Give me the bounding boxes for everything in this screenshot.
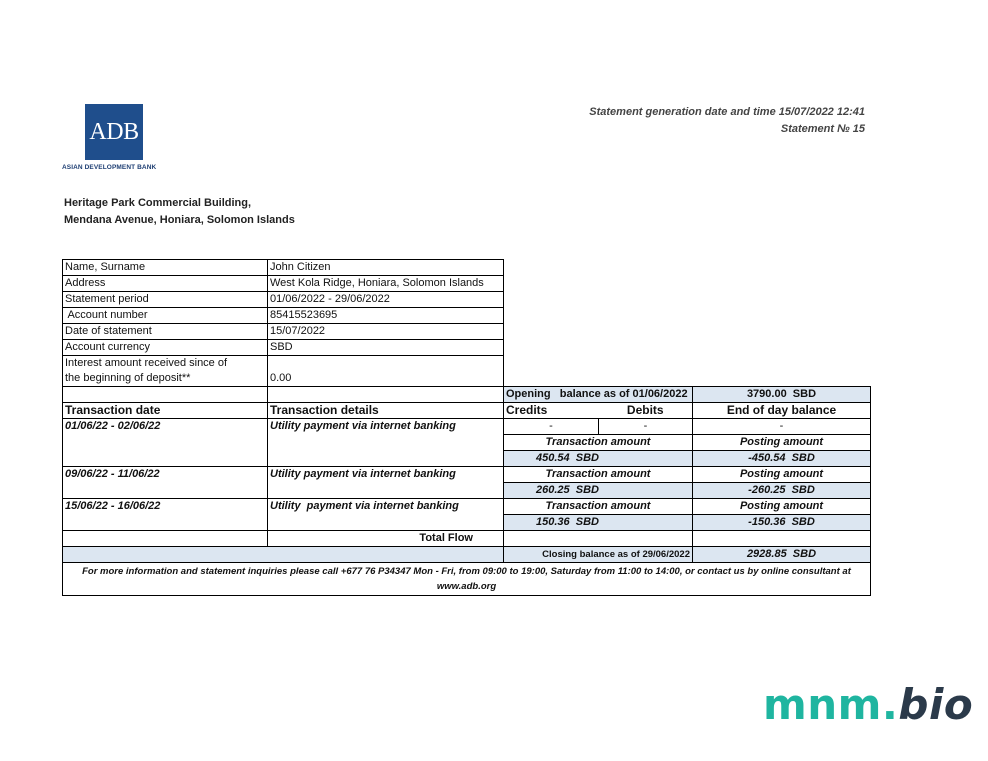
watermark-part-1: mnm. bbox=[763, 680, 899, 729]
info-row bbox=[63, 340, 871, 356]
closing-balance-row bbox=[63, 547, 871, 563]
info-value: 15/07/2022 bbox=[268, 324, 504, 340]
posting-amount-label: Posting amount bbox=[693, 435, 871, 451]
transaction-details: Utility payment via internet banking bbox=[268, 467, 504, 499]
interest-row-2 bbox=[63, 371, 871, 387]
info-label: Statement period bbox=[63, 292, 268, 308]
transaction-amount-label: Transaction amount bbox=[504, 435, 693, 451]
footer-note: For more information and statement inquiries please call +677 76 P34347 Mon - Fri, from 09:00 to 19:00, Saturday from 11:00 to 14:00, or contact us by online consultant at www.adb.org bbox=[63, 563, 871, 596]
info-label: Address bbox=[63, 276, 268, 292]
info-row bbox=[63, 292, 871, 308]
info-label: Account currency bbox=[63, 340, 268, 356]
info-row bbox=[63, 276, 871, 292]
info-label: Name, Surname bbox=[63, 260, 268, 276]
bank-address bbox=[64, 195, 295, 229]
info-row bbox=[63, 260, 871, 276]
opening-balance-row bbox=[63, 387, 871, 403]
transaction-amount-label: Transaction amount bbox=[504, 499, 693, 515]
logo-text: ADB bbox=[89, 118, 139, 145]
info-label: Account number bbox=[63, 308, 268, 324]
adb-logo bbox=[85, 104, 143, 160]
info-label: Date of statement bbox=[63, 324, 268, 340]
interest-label-line-1: Interest amount received since of bbox=[63, 356, 268, 372]
posting-amount-label: Posting amount bbox=[693, 499, 871, 515]
eod-dash: - bbox=[693, 419, 871, 435]
posting-amount-label: Posting amount bbox=[693, 467, 871, 483]
col-transaction-details: Transaction details bbox=[268, 403, 504, 419]
posting-amount: -450.54 SBD bbox=[693, 451, 871, 467]
statement-table bbox=[62, 259, 871, 596]
statement-generation-info bbox=[589, 104, 865, 138]
statement-number: Statement № 15 bbox=[780, 123, 865, 135]
footer-row bbox=[63, 563, 871, 596]
transaction-amount-label: Transaction amount bbox=[504, 467, 693, 483]
info-value: SBD bbox=[268, 340, 504, 356]
watermark-logo bbox=[763, 680, 973, 729]
transaction-details: Utility payment via internet banking bbox=[268, 499, 504, 531]
credits-dash: - bbox=[504, 419, 599, 435]
transaction-amount: 450.54 SBD bbox=[504, 451, 693, 467]
posting-amount: -260.25 SBD bbox=[693, 483, 871, 499]
total-flow-row bbox=[63, 531, 871, 547]
transaction-row bbox=[63, 419, 871, 435]
bank-address-line-2: Mendana Avenue, Honiara, Solomon Islands bbox=[64, 214, 295, 226]
opening-balance-label: Opening balance as of 01/06/2022 bbox=[504, 387, 693, 403]
col-end-of-day-balance: End of day balance bbox=[693, 403, 871, 419]
info-value: John Citizen bbox=[268, 260, 504, 276]
transaction-details: Utility payment via internet banking bbox=[268, 419, 504, 467]
column-header-row bbox=[63, 403, 871, 419]
bank-address-line-1: Heritage Park Commercial Building, bbox=[64, 197, 252, 209]
logo-caption: ASIAN DEVELOPMENT BANK bbox=[62, 164, 157, 171]
closing-balance-label: Closing balance as of 29/06/2022 bbox=[504, 547, 693, 563]
watermark-part-2: bio bbox=[898, 680, 974, 729]
info-value: 01/06/2022 - 29/06/2022 bbox=[268, 292, 504, 308]
col-transaction-date: Transaction date bbox=[63, 403, 268, 419]
info-row bbox=[63, 308, 871, 324]
interest-value: 0.00 bbox=[268, 371, 504, 387]
info-row bbox=[63, 324, 871, 340]
opening-balance-value: 3790.00 SBD bbox=[693, 387, 871, 403]
posting-amount: -150.36 SBD bbox=[693, 515, 871, 531]
info-value: 85415523695 bbox=[268, 308, 504, 324]
col-debits: Debits bbox=[599, 403, 693, 419]
debits-dash: - bbox=[599, 419, 693, 435]
generation-datetime: Statement generation date and time 15/07/2022 12:41 bbox=[589, 106, 865, 118]
transaction-amount: 260.25 SBD bbox=[504, 483, 693, 499]
interest-row bbox=[63, 356, 871, 372]
total-flow-label: Total Flow bbox=[268, 531, 504, 547]
col-credits: Credits bbox=[504, 403, 599, 419]
info-value: West Kola Ridge, Honiara, Solomon Islands bbox=[268, 276, 504, 292]
transaction-amount: 150.36 SBD bbox=[504, 515, 693, 531]
transaction-date: 09/06/22 - 11/06/22 bbox=[63, 467, 268, 499]
transaction-row bbox=[63, 499, 871, 515]
transaction-date: 01/06/22 - 02/06/22 bbox=[63, 419, 268, 467]
transaction-row bbox=[63, 467, 871, 483]
transaction-date: 15/06/22 - 16/06/22 bbox=[63, 499, 268, 531]
closing-balance-value: 2928.85 SBD bbox=[693, 547, 871, 563]
interest-label-line-2: the beginning of deposit** bbox=[63, 371, 268, 387]
